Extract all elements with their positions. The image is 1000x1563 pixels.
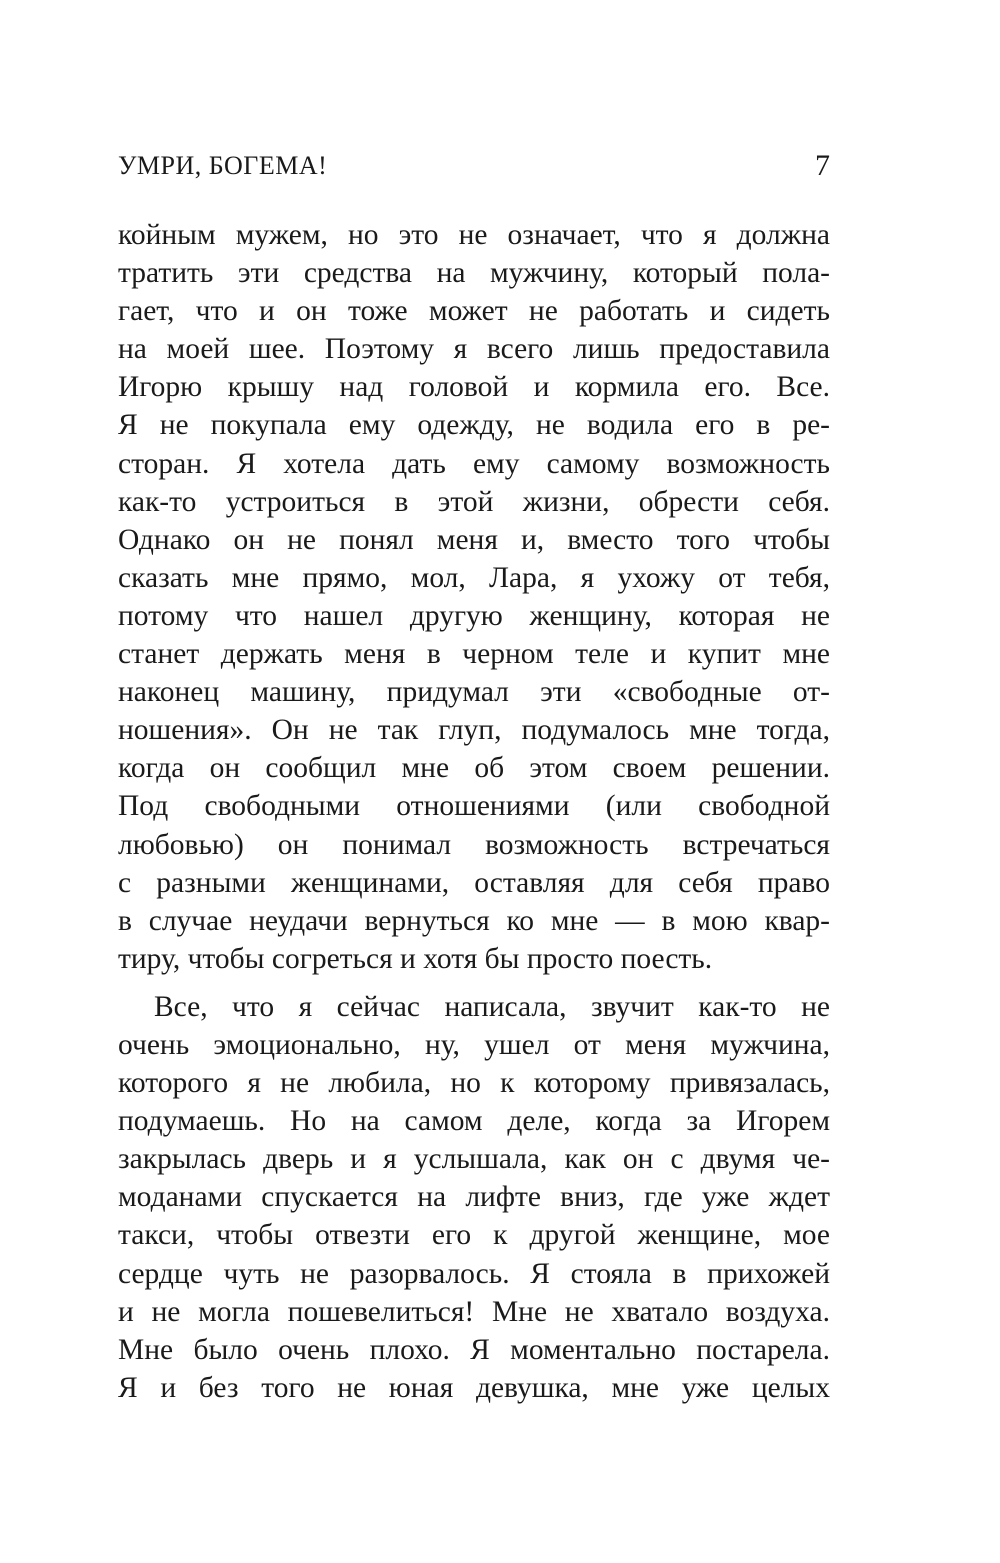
text-line: койным мужем, но это не означает, что я должна bbox=[118, 219, 830, 251]
page-number: 7 bbox=[815, 149, 830, 182]
text-line: когда он сообщил мне об этом своем решении. bbox=[118, 752, 830, 785]
paragraph-2 bbox=[118, 988, 830, 1407]
running-title: УМРИ, БОГЕМА! bbox=[118, 151, 328, 180]
text-line: тиру, чтобы согреться и хотя бы просто поесть. bbox=[118, 942, 713, 975]
text-line: Я и без того не юная девушка, мне уже целых bbox=[118, 1371, 830, 1404]
text-line: на моей шее. Поэтому я всего лишь предоставила bbox=[118, 333, 830, 366]
text-line: Все, что я сейчас написала, звучит как-то не bbox=[154, 990, 830, 1023]
text-line: Под свободными отношениями (или свободной bbox=[118, 790, 830, 823]
text-line: моданами спускается на лифте вниз, где уже ждет bbox=[118, 1181, 830, 1214]
paragraph-1 bbox=[118, 216, 830, 978]
text-line: и не могла пошевелиться! Мне не хватало воздуха. bbox=[118, 1295, 830, 1328]
text-line: с разными женщинами, оставляя для себя право bbox=[118, 866, 830, 899]
text-line: сказать мне прямо, мол, Лара, я ухожу от тебя, bbox=[118, 561, 830, 594]
paragraph-gap bbox=[118, 978, 830, 988]
text-line: станет держать меня в черном теле и купит мне bbox=[118, 638, 830, 671]
text-line: Мне было очень плохо. Я моментально постарела. bbox=[118, 1333, 830, 1366]
text-line: сердце чуть не разорвалось. Я стояла в прихожей bbox=[118, 1257, 830, 1290]
body-text bbox=[118, 216, 830, 1407]
running-head bbox=[118, 146, 830, 186]
text-line: Я не покупала ему одежду, не водила его в ре- bbox=[118, 409, 830, 442]
text-line: в случае неудачи вернуться ко мне — в мою квар- bbox=[118, 904, 830, 937]
text-line: потому что нашел другую женщину, которая не bbox=[118, 599, 830, 632]
text-line: Однако он не понял меня и, вместо того чтобы bbox=[118, 523, 830, 556]
text-line: гает, что и он тоже может не работать и сидеть bbox=[118, 295, 830, 328]
text-line: очень эмоционально, ну, ушел от меня мужчина, bbox=[118, 1028, 830, 1061]
text-line: ношения». Он не так глуп, подумалось мне тогда, bbox=[118, 714, 830, 747]
text-line: сторан. Я хотела дать ему самому возможность bbox=[118, 447, 830, 480]
text-line: любовью) он понимал возможность встречаться bbox=[118, 828, 830, 861]
text-line: как-то устроиться в этой жизни, обрести себя. bbox=[118, 485, 830, 518]
text-line: Игорю крышу над головой и кормила его. Все. bbox=[118, 371, 830, 404]
text-line: тратить эти средства на мужчину, который пола- bbox=[118, 257, 830, 290]
text-line: закрылась дверь и я услышала, как он с двумя че- bbox=[118, 1143, 830, 1176]
text-line: наконец машину, придумал эти «свободные от- bbox=[118, 676, 830, 709]
text-line: подумаешь. Но на самом деле, когда за Игорем bbox=[118, 1105, 830, 1138]
text-line: такси, чтобы отвезти его к другой женщине, мое bbox=[118, 1219, 830, 1252]
text-line: которого я не любила, но к которому привязалась, bbox=[118, 1067, 830, 1100]
